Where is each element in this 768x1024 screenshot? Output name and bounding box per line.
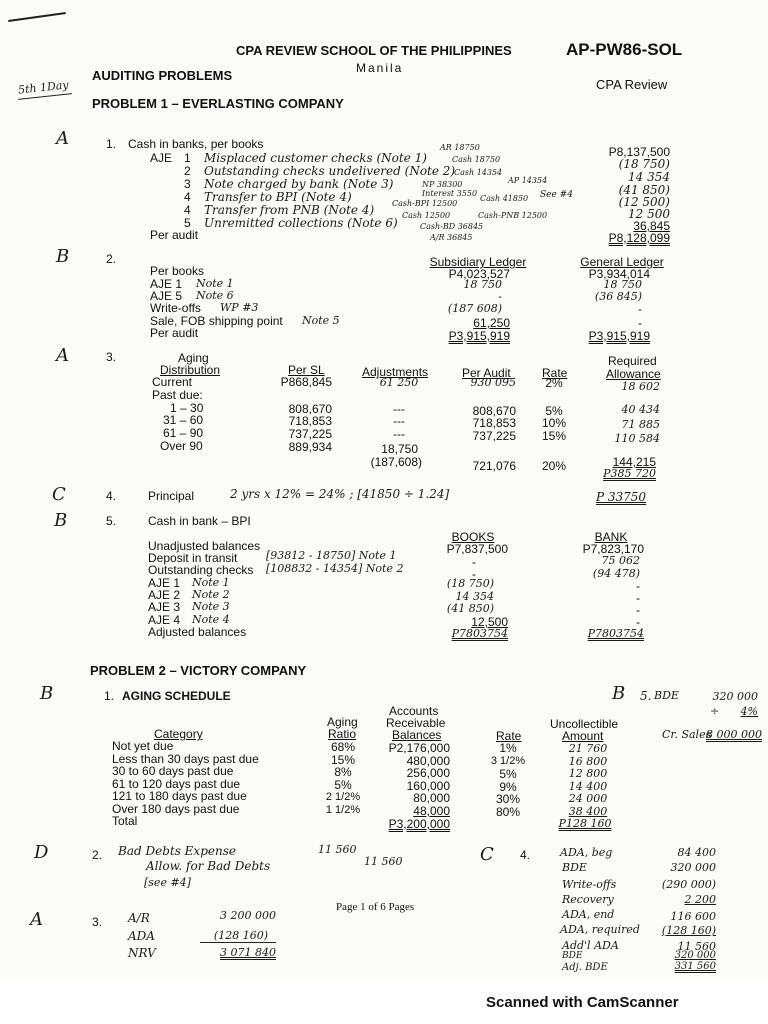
adjusted-bde-answer: 331 560 [674,961,716,972]
school-name: CPA REVIEW SCHOOL OF THE PHILIPPINES [236,43,512,58]
aje-desc: Outstanding checks undelivered (Note 2) [204,164,456,178]
aging-schedule-title: AGING SCHEDULE [122,689,231,703]
aging-total-uncollectible: P128 160 [558,817,612,830]
margin-note: 5th 1Day [17,78,70,97]
answer-letter: A [30,909,43,930]
problem-1-title: PROBLEM 1 – EVERLASTING COMPANY [92,96,344,111]
answer-letter: B [612,683,626,704]
answer-letter: B [56,246,70,267]
scanner-watermark: Scanned with CamScanner [486,994,679,1011]
review-label: CPA Review [596,77,668,92]
document-page: CPA REVIEW SCHOOL OF THE PHILIPPINES AP-PW86-SOL Manila AUDITING PROBLEMS CPA Review 5th 1Day PROBLEM 1 – EVERLASTING COMPANY A 1. Cash in banks, per books P8,137,500 AJE 1 Misplaced customer checks (Note 1) (18 750) 2 Outstanding checks undelivered (Note 2) 14 354 3 Note charged by bank (Note 3) (41 850) 4 Transfer to BPI (Note 4) (12 500) 4 Transfer from PNB (Note 4) 12 500 5 Unremitted collections (Note 6) 36,845 Per audit P8,128,099 AR 18750 Cash 18750 Cash 14354 AP 14354 NP 38300 Interest 3550 Cash 41850 Cash-BPI 12500 Cash 12500 Cash-PNB 12500 Cash-BD 36845 A/R 36845 See #4 B 2. Subsidiary Ledger General Ledger Per books P4,023,527 P3,934,014 AJE 1 Note 1 18 750 18 750 AJE 5 Note 6 - (36 845) Write-offs WP #3 (187 608) - Sale, FOB shipping point Note 5 61,250 - Per audit P3,915,919 P3,915,919 A 3. Aging Distribution Per SL Adjustments Per Audit Rate Required Allowance Current P868,845 61 250 930 095 2% 18 602 Past due: 1 – 30 808,670 --- 808,670 5% 40 434 31 – 60 718,853 --- 718,853 10% 71 885 61 – 90 737,225 --- 737,225 15% 110 584 Over 90 889,934 18,750 (187,608) 721,076 20% 144,215 P385 720 C 4. Principal 2 yrs x 12% = 24% ; [41850 ÷ 1.24] P 33750 B 5. Cash in bank – BPI BOOKS BANK Unadjusted balances P7,837,500 P7,823,170 Deposit in transit [93812 - 18750] Note 1 - 75 062 Outstanding checks [108832 - 14354] Note 2 - (94 478) AJE 1 Note 1 (18 750) - AJE 2 Note 2 14 354 - AJE 3 Note 3 (41 850) - AJE 4 Note 4 12,500 - Adjusted balances P7803754 P7803754 PROBLEM 2 – VICTORY COMPANY B 1. AGING SCHEDULE Accounts Aging Receivable Uncollectible Category Ratio Balances Rate Amount Not yet due 68% P2,176,000 1% 21 760 Less than 30 days past due 15% 480,000 3 1/2% 16 800 30 to 60 days past due 8% 256,000 5% 12 800 61 to 120 days past due 5% 160,000 9% 14 400 121 to 180 days past due 2 1/2% 80,000 30% 24 000 Over 180 days past due 1 1/2% 48,000 80% 38 400 Total P3,200,000 P128 160 B 5. BDE 320 000 ÷ 4% Cr. Sales 8 000 000 D 2. Bad Debts Expense Allow. for Bad Debts [see #4] 11 560 11 560 C 4. ADA, beg 84 400 BDE 320 000 Write-offs (290 000) Recovery 2 200 ADA, end 116 600 ADA, required (128 160) Add'l ADA 11 560 BDE 320 000 Adj. BDE 331 560 Page 1 of 6 Pages A 3. A/R 3 200 000 ADA (128 160) NRV 3 071 840 [0,0,768,980]
answer-letter: A [56,128,69,149]
city: Manila [356,61,404,75]
aje-desc: Misplaced customer checks (Note 1) [204,151,427,165]
aje-desc: Transfer from PNB (Note 4) [204,203,375,217]
aje-desc: Note charged by bank (Note 3) [204,177,394,191]
scan-mark [8,12,66,22]
aje-desc: Transfer to BPI (Note 4) [204,190,352,204]
q1-per-audit-amount: P8,128,099 [608,231,670,245]
aje-desc: Unremitted collections (Note 6) [204,216,398,230]
answer-letter: B [54,510,68,531]
page-number: Page 1 of 6 Pages [336,901,415,913]
scanner-footer [0,980,768,1024]
q1-label: Cash in banks, per books [128,137,264,151]
q1-books-amount: P8,137,500 [608,145,670,159]
answer-letter: C [480,844,494,865]
answer-letter: A [56,345,69,366]
answer-letter: C [52,484,66,505]
answer-letter: B [40,683,54,704]
q3-total-allowance: P385 720 [603,467,656,480]
problem-2-title: PROBLEM 2 – VICTORY COMPANY [90,663,307,678]
answer-letter: D [34,842,49,863]
credit-sales-answer: 8 000 000 [706,728,762,741]
subject-title: AUDITING PROBLEMS [92,68,233,83]
nrv-answer: 3 071 840 [220,946,276,959]
document-code: AP-PW86-SOL [566,40,683,59]
q4-answer: P 33750 [596,490,647,504]
aging-total-balance: P3,200,000 [388,817,450,831]
